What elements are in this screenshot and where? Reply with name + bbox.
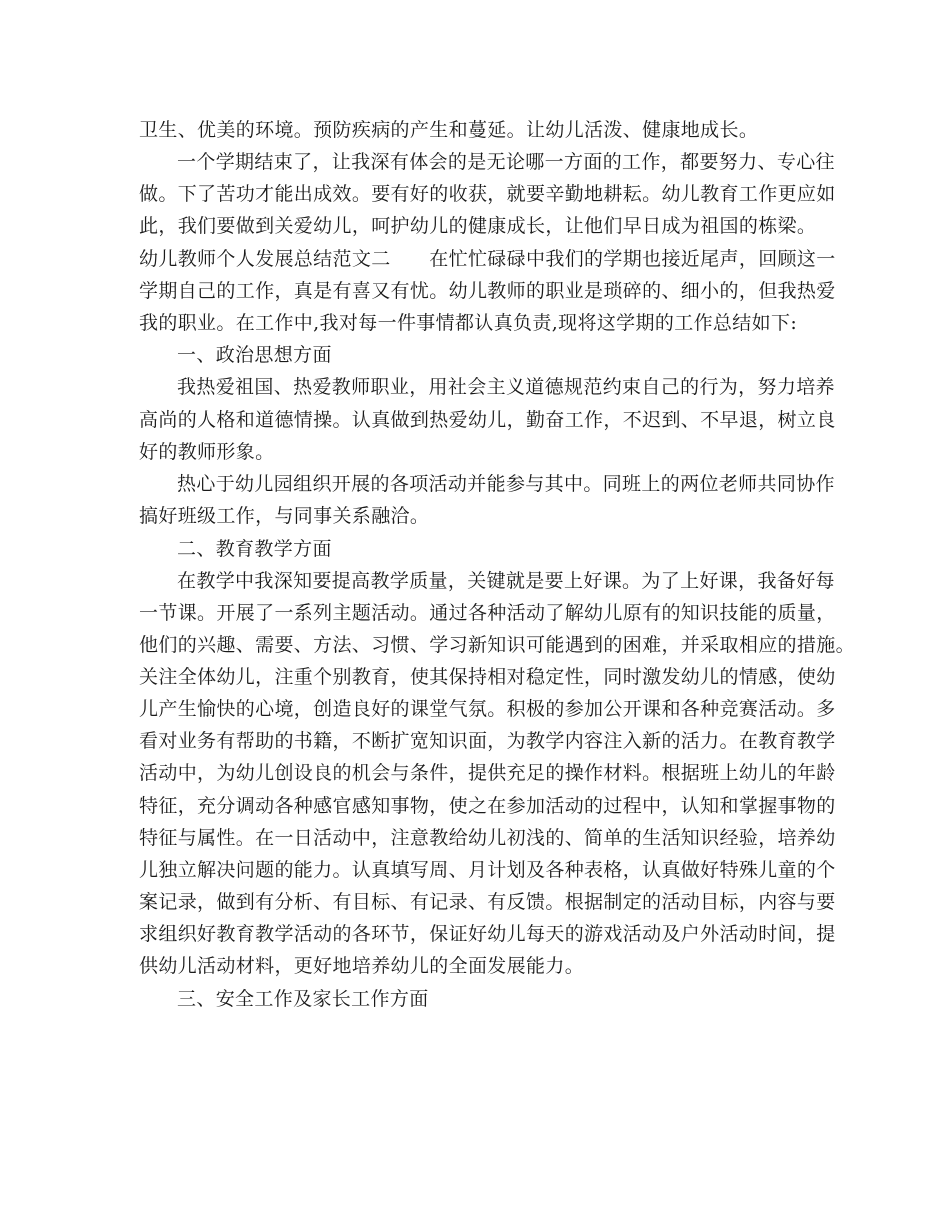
text-line: 好的教师形象。 — [139, 441, 275, 463]
text-line: 幼儿教师个人发展总结范文二 在忙忙碌碌中我们的学期也接近尾声，回顾这一 — [139, 248, 836, 270]
text-line: 热心于幼儿园组织开展的各项活动并能参与其中。同班上的两位老师共同协作 — [177, 473, 835, 495]
text-line: 儿产生愉快的心境，创造良好的课堂气氛。积极的参加公开课和各种竞赛活动。多 — [139, 698, 836, 720]
text-line: 高尚的人格和道德情操。认真做到热爱幼儿，勤奋工作，不迟到、不早退，树立良 — [139, 409, 836, 431]
text-line: 一个学期结束了，让我深有体会的是无论哪一方面的工作，都要努力、专心往 — [177, 151, 835, 173]
section-heading: 三、安全工作及家长工作方面 — [177, 988, 429, 1010]
text-line: 关注全体幼儿，注重个别教育，使其保持相对稳定性，同时激发幼儿的情感，使幼 — [139, 666, 836, 688]
text-line: 我的职业。在工作中,我对每一件事情都认真负责,现将这学期的工作总结如下: — [139, 312, 798, 334]
text-line: 此，我们要做到关爱幼儿，呵护幼儿的健康成长，让他们早日成为祖国的栋梁。 — [139, 215, 817, 237]
text-line: 我热爱祖国、热爱教师职业，用社会主义道德规范约束自己的行为，努力培养 — [177, 376, 835, 398]
text-line: 特征，充分调动各种感官感知事物，使之在参加活动的过程中，认知和掌握事物的 — [139, 795, 836, 817]
text-line: 案记录，做到有分析、有目标、有记录、有反馈。根据制定的活动目标，内容与要 — [139, 891, 836, 913]
text-line: 求组织好教育教学活动的各环节，保证好幼儿每天的游戏活动及户外活动时间，提 — [139, 923, 836, 945]
text-line: 看对业务有帮助的书籍，不断扩宽知识面，为教学内容注入新的活力。在教育教学 — [139, 730, 836, 752]
text-line: 一节课。开展了一系列主题活动。通过各种活动了解幼儿原有的知识技能的质量， — [139, 602, 836, 624]
text-line: 供幼儿活动材料，更好地培养幼儿的全面发展能力。 — [139, 955, 585, 977]
text-line: 在教学中我深知要提高教学质量，关键就是要上好课。为了上好课，我备好每 — [177, 570, 835, 592]
text-line: 卫生、优美的环境。预防疾病的产生和蔓延。让幼儿活泼、健康地成长。 — [139, 119, 759, 141]
text-line: 做。下了苦功才能出成效。要有好的收获，就要辛勤地耕耘。幼儿教育工作更应如 — [139, 183, 836, 205]
section-heading: 一、政治思想方面 — [177, 344, 332, 366]
text-line: 特征与属性。在一日活动中，注意教给幼儿初浅的、简单的生活知识经验，培养幼 — [139, 827, 836, 849]
text-line: 活动中，为幼儿创设良的机会与条件，提供充足的操作材料。根据班上幼儿的年龄 — [139, 762, 836, 784]
text-line: 儿独立解决问题的能力。认真填写周、月计划及各种表格，认真做好特殊儿童的个 — [139, 859, 836, 881]
text-line: 他们的兴趣、需要、方法、习惯、学习新知识可能遇到的困难，并采取相应的措施。 — [139, 634, 855, 656]
text-line: 学期自己的工作，真是有喜又有忧。幼儿教师的职业是琐碎的、细小的，但我热爱 — [139, 280, 836, 302]
section-heading: 二、教育教学方面 — [177, 538, 332, 560]
text-line: 搞好班级工作，与同事关系融洽。 — [139, 505, 430, 527]
